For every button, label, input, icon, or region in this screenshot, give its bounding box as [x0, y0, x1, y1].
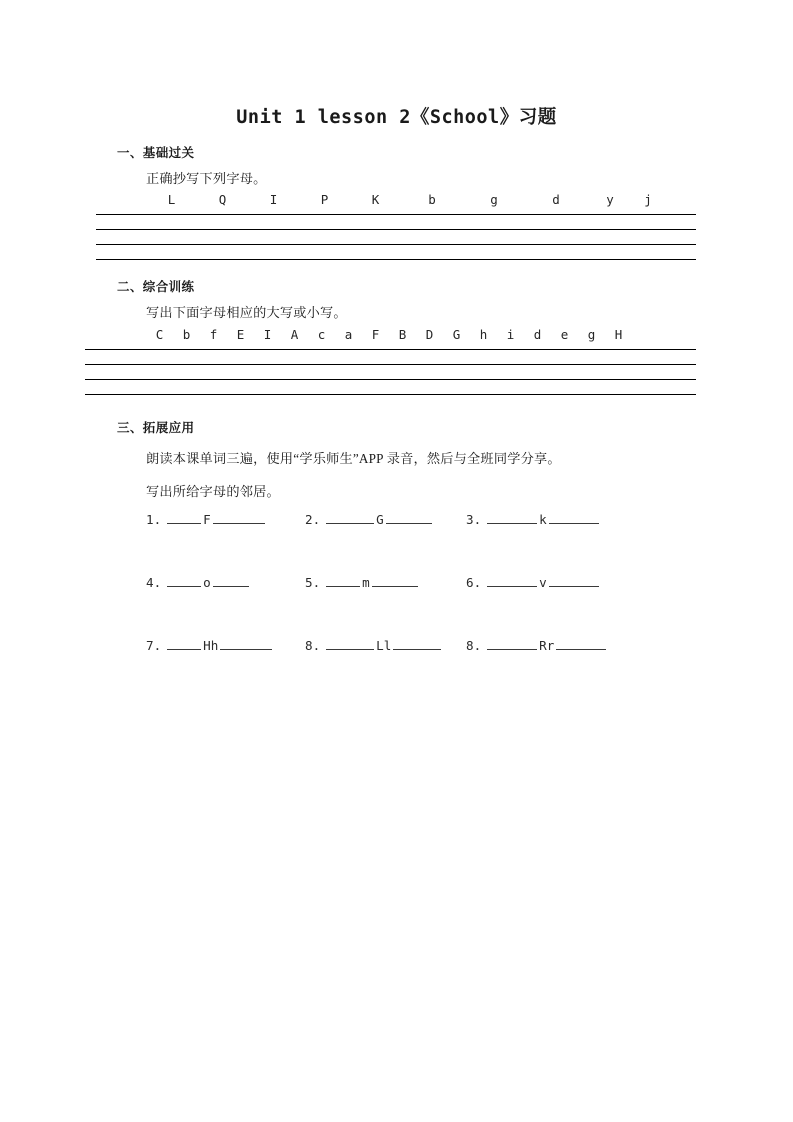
letter-glyph: P: [320, 192, 329, 207]
exercise-number: 2.: [305, 512, 321, 527]
letter-glyph: G: [452, 327, 461, 342]
exercise-blank-before[interactable]: [487, 511, 537, 524]
exercise-blank-after[interactable]: [386, 511, 432, 524]
letter-list-2: [146, 327, 632, 342]
letter-glyph: g: [490, 192, 498, 207]
exercise-blank-before[interactable]: [487, 637, 537, 650]
letter-glyph: Q: [218, 192, 227, 207]
exercise-item: [146, 574, 249, 590]
exercise-blank-after[interactable]: [549, 574, 599, 587]
letter-glyph: y: [606, 192, 614, 207]
letter-glyph: L: [167, 192, 176, 207]
letter-glyph: a: [344, 327, 353, 342]
letter-glyph: K: [371, 192, 380, 207]
exercise-item: [305, 511, 432, 527]
section-heading-1: 一、基础过关: [117, 145, 195, 160]
exercise-blank-before[interactable]: [487, 574, 537, 587]
exercise-item: [146, 637, 272, 653]
letter-glyph: I: [269, 192, 278, 207]
letter-glyph: c: [317, 327, 326, 342]
writing-rule-line: [85, 394, 696, 395]
exercise-item: [466, 637, 606, 653]
exercise-blank-before[interactable]: [167, 511, 201, 524]
letter-glyph: B: [398, 327, 407, 342]
letter-glyph: A: [290, 327, 299, 342]
exercise-number: 1.: [146, 512, 162, 527]
exercise-blank-before[interactable]: [167, 574, 201, 587]
letter-glyph: g: [587, 327, 596, 342]
exercise-blank-after[interactable]: [220, 637, 272, 650]
section-prompt-3: 朗读本课单词三遍，使用“学乐师生”APP 录音，然后与全班同学分享。: [146, 451, 561, 466]
exercise-blank-after[interactable]: [213, 574, 249, 587]
exercise-number: 8.: [466, 638, 482, 653]
letter-glyph: C: [155, 327, 164, 342]
exercise-blank-before[interactable]: [326, 511, 374, 524]
letter-glyph: E: [236, 327, 245, 342]
exercise-given-letter: o: [203, 575, 211, 590]
exercise-blank-before[interactable]: [167, 637, 201, 650]
exercise-number: 6.: [466, 575, 482, 590]
writing-rule-line: [96, 244, 696, 245]
letter-glyph: F: [371, 327, 380, 342]
exercise-item: [146, 511, 265, 527]
letter-glyph: I: [263, 327, 272, 342]
section-prompt-3b: 写出所给字母的邻居。: [146, 484, 280, 499]
letter-glyph: j: [644, 192, 652, 207]
exercise-blank-after[interactable]: [372, 574, 418, 587]
letter-glyph: f: [209, 327, 218, 342]
writing-rule-line: [96, 259, 696, 260]
exercise-blank-after[interactable]: [556, 637, 606, 650]
letter-glyph: b: [182, 327, 191, 342]
exercise-blank-after[interactable]: [213, 511, 265, 524]
exercise-item: [466, 574, 599, 590]
letter-glyph: d: [552, 192, 560, 207]
letter-glyph: d: [533, 327, 542, 342]
section-heading-2: 二、综合训练: [117, 279, 195, 294]
exercise-number: 5.: [305, 575, 321, 590]
exercise-number: 4.: [146, 575, 162, 590]
exercise-item: [466, 511, 599, 527]
exercise-blank-before[interactable]: [326, 574, 360, 587]
section-prompt-1: 正确抄写下列字母。: [146, 171, 267, 186]
writing-rule-line: [85, 379, 696, 380]
letter-glyph: e: [560, 327, 569, 342]
letter-list-1: [146, 192, 663, 207]
writing-rule-line: [96, 229, 696, 230]
exercise-number: 8.: [305, 638, 321, 653]
exercise-given-letter: F: [203, 512, 211, 527]
writing-lines-1: [96, 214, 696, 266]
letter-glyph: b: [428, 192, 436, 207]
writing-rule-line: [96, 214, 696, 215]
exercise-given-letter: Ll: [376, 638, 392, 653]
exercise-given-letter: Hh: [203, 638, 219, 653]
section-prompt-2: 写出下面字母相应的大写或小写。: [146, 305, 347, 320]
writing-rule-line: [85, 364, 696, 365]
letter-glyph: D: [425, 327, 434, 342]
exercise-given-letter: Rr: [539, 638, 555, 653]
letter-glyph: i: [506, 327, 515, 342]
exercise-number: 3.: [466, 512, 482, 527]
exercise-given-letter: v: [539, 575, 547, 590]
exercise-item: [305, 574, 418, 590]
exercise-item: [305, 637, 441, 653]
section-heading-3: 三、拓展应用: [117, 420, 195, 435]
exercise-number: 7.: [146, 638, 162, 653]
exercise-blank-before[interactable]: [326, 637, 374, 650]
page-title: Unit 1 lesson 2《School》习题: [236, 107, 557, 128]
letter-glyph: h: [479, 327, 488, 342]
letter-glyph: H: [614, 327, 623, 342]
exercise-given-letter: k: [539, 512, 547, 527]
writing-rule-line: [85, 349, 696, 350]
exercise-given-letter: m: [362, 575, 370, 590]
exercise-blank-after[interactable]: [549, 511, 599, 524]
exercise-given-letter: G: [376, 512, 384, 527]
writing-lines-2: [85, 349, 696, 401]
exercise-blank-after[interactable]: [393, 637, 441, 650]
